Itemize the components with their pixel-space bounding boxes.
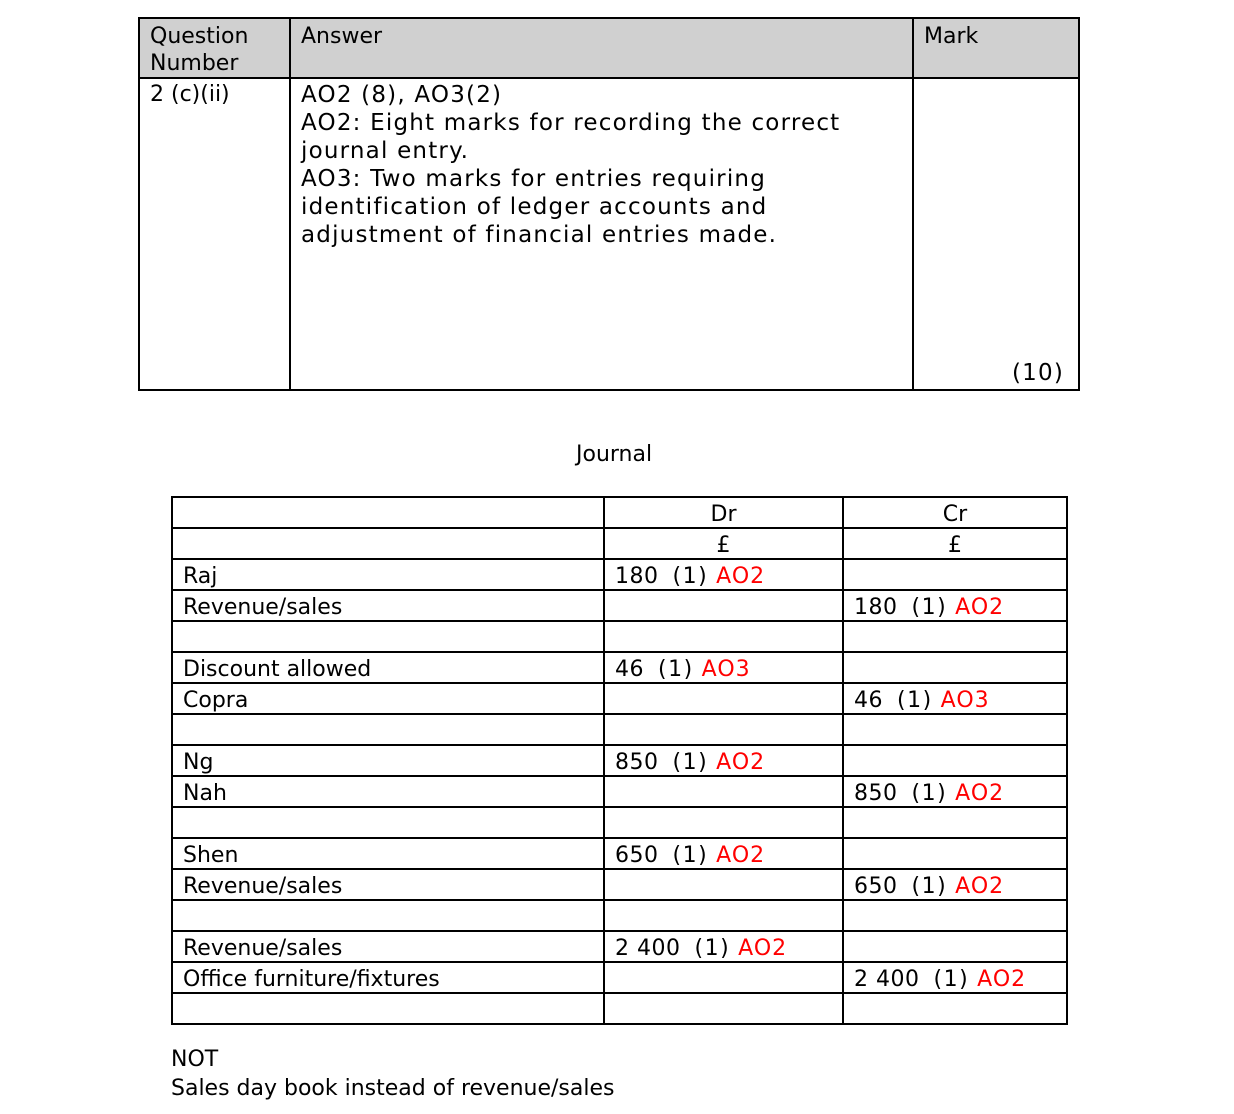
journal-currency-row xyxy=(172,528,1067,559)
cr-currency: £ xyxy=(843,528,1067,559)
journal-header-row xyxy=(172,497,1067,528)
credit-account: Nah xyxy=(172,776,604,807)
ao-label: AO2 xyxy=(977,967,1027,992)
journal-debit-row xyxy=(172,652,1067,683)
cr-header: Cr xyxy=(843,497,1067,528)
ao-label: AO2 xyxy=(955,874,1005,899)
journal-debit-row xyxy=(172,559,1067,590)
debit-amount-cell: 46 (1) AO3 xyxy=(604,652,843,683)
total-mark: (10) xyxy=(1011,360,1064,386)
mark-header: Mark xyxy=(913,18,1079,78)
credit-amount-cell: 46 (1) AO3 xyxy=(843,683,1067,714)
journal-debit-row xyxy=(172,838,1067,869)
debit-amount-cell: 850 (1) AO2 xyxy=(604,745,843,776)
ao-label: AO2 xyxy=(716,750,766,775)
credit-account: Office furniture/fixtures xyxy=(172,962,604,993)
credit-account: Revenue/sales xyxy=(172,869,604,900)
mark-scheme-body-row xyxy=(139,78,1079,390)
journal-spacer-row xyxy=(172,900,1067,931)
dr-header: Dr xyxy=(604,497,843,528)
journal-table xyxy=(171,496,1068,1025)
debit-account: Revenue/sales xyxy=(172,931,604,962)
debit-account: Discount allowed xyxy=(172,652,604,683)
journal-title: Journal xyxy=(576,442,653,467)
mark-cell xyxy=(913,78,1079,390)
debit-account: Shen xyxy=(172,838,604,869)
note-text: Sales day book instead of revenue/sales xyxy=(171,1076,615,1101)
answer-line: AO2: Eight marks for recording the correct xyxy=(301,110,841,136)
ao-label: AO2 xyxy=(955,595,1005,620)
journal-credit-row xyxy=(172,590,1067,621)
question-number-header: Question Number xyxy=(139,18,290,78)
answer-line: identification of ledger accounts and xyxy=(301,194,768,220)
answer-header: Answer xyxy=(290,18,913,78)
journal-credit-row xyxy=(172,962,1067,993)
debit-account: Raj xyxy=(172,559,604,590)
note-not: NOT xyxy=(171,1047,219,1072)
answer-line: journal entry. xyxy=(301,138,470,164)
credit-amount-cell: 180 (1) AO2 xyxy=(843,590,1067,621)
answer-line: AO2 (8), AO3(2) xyxy=(301,82,503,108)
journal-debit-row xyxy=(172,745,1067,776)
answer-line: adjustment of financial entries made. xyxy=(301,222,778,248)
credit-account: Copra xyxy=(172,683,604,714)
debit-amount-cell: 2 400 (1) AO2 xyxy=(604,931,843,962)
credit-amount-cell: 850 (1) AO2 xyxy=(843,776,1067,807)
journal-spacer-row xyxy=(172,621,1067,652)
debit-amount-cell: 650 (1) AO2 xyxy=(604,838,843,869)
credit-account: Revenue/sales xyxy=(172,590,604,621)
ao-label: AO2 xyxy=(955,781,1005,806)
exclusion-note xyxy=(171,1045,614,1103)
journal-credit-row xyxy=(172,869,1067,900)
ao-label: AO2 xyxy=(716,564,766,589)
debit-amount-cell: 180 (1) AO2 xyxy=(604,559,843,590)
mark-scheme-header-row xyxy=(139,18,1079,78)
journal-spacer-row xyxy=(172,993,1067,1024)
ao-label: AO3 xyxy=(701,657,751,682)
ao-label: AO2 xyxy=(738,936,788,961)
credit-amount-cell: 2 400 (1) AO2 xyxy=(843,962,1067,993)
dr-currency: £ xyxy=(604,528,843,559)
credit-amount-cell: 650 (1) AO2 xyxy=(843,869,1067,900)
ao-label: AO2 xyxy=(716,843,766,868)
mark-scheme-table xyxy=(138,17,1080,391)
journal-credit-row xyxy=(172,683,1067,714)
journal-debit-row xyxy=(172,931,1067,962)
answer-line: AO3: Two marks for entries requiring xyxy=(301,166,766,192)
debit-account: Ng xyxy=(172,745,604,776)
journal-credit-row xyxy=(172,776,1067,807)
journal-spacer-row xyxy=(172,714,1067,745)
question-number-cell: 2 (c)(ii) xyxy=(139,78,290,390)
ao-label: AO3 xyxy=(940,688,990,713)
journal-spacer-row xyxy=(172,807,1067,838)
answer-cell xyxy=(290,78,913,390)
